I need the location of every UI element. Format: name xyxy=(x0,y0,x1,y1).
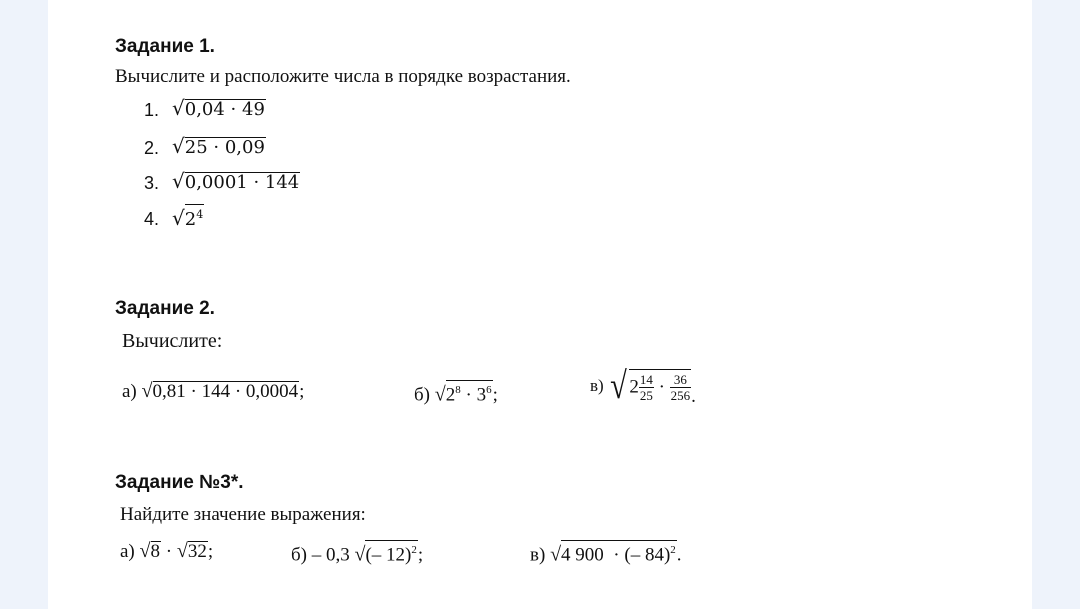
task1-item-1-radicand: 0,04 · 49 xyxy=(184,99,265,120)
task3-c-label: в) xyxy=(530,544,546,566)
task2-a-label: а) xyxy=(122,381,137,402)
task2-title: Задание 2. xyxy=(115,298,215,319)
task2-a-radicand: 0,81 · 144 · 0,0004 xyxy=(152,381,299,402)
task3-b-exponent: 2 xyxy=(411,544,417,556)
task3-a-radicand2: 32 xyxy=(187,541,207,562)
task1-item-2-number: 2. xyxy=(144,138,160,158)
task2-c-dot: · xyxy=(658,376,665,398)
task1-item-1-expression: √0,04 · 49 xyxy=(172,96,265,120)
task1-instruction: Вычислите и расположите числа в порядке возрастания. xyxy=(115,66,571,87)
task3-b-radicand: (– 12) xyxy=(365,544,412,566)
task2-item-a: а) √0,81 · 144 · 0,0004; xyxy=(122,380,305,402)
task1-item-2-radicand: 25 · 0,09 xyxy=(184,137,265,158)
task1-item-4-expression: $√2^4$ xyxy=(172,206,204,230)
task3-b-label: б) – 0,3 xyxy=(291,544,350,566)
task1-item-4-exponent: 4 xyxy=(196,208,204,221)
task3-a-end: ; xyxy=(207,541,214,562)
task3-c-exponent: 2 xyxy=(670,544,676,556)
task2-a-end: ; xyxy=(299,381,305,402)
task1-item-4-base: 2 xyxy=(184,209,197,230)
task3-a-radicand1: 8 xyxy=(150,541,160,562)
task2-b-label: б) xyxy=(414,384,430,406)
task2-c-label: в) xyxy=(590,376,604,395)
task2-c-end: . xyxy=(691,386,696,407)
task3-c-radicand: 4 900 · (– 84) xyxy=(561,544,671,566)
task1-item-3-radicand: 0,0001 · 144 xyxy=(184,172,300,193)
task2-b-end: ; xyxy=(492,384,498,406)
task2-b-dot: · xyxy=(460,384,477,406)
task2-b-exp1: 8 xyxy=(455,384,461,396)
task1-item-3-expression: √0,0001 · 144 xyxy=(172,169,300,193)
task3-title: Задание №3*. xyxy=(115,472,244,493)
task2-c-whole: 2 xyxy=(629,376,639,398)
task3-item-c: в) √4 900 · (– 84)$^2$. xyxy=(530,540,682,566)
task3-a-dot: · xyxy=(165,541,173,562)
task2-b-base2: 3 xyxy=(476,384,487,406)
task1-title: Задание 1. xyxy=(115,36,215,57)
task3-b-end: ; xyxy=(417,544,424,566)
task1-item-1-number: 1. xyxy=(144,100,160,120)
task2-c-numerator1: 14 xyxy=(639,372,653,387)
task2-b-base1: 2 xyxy=(445,384,456,406)
task2-item-b: б) $√2^8 \cdot 3^6$; xyxy=(414,380,498,406)
task3-item-a: а) √8 · √32; xyxy=(120,540,214,562)
document-page xyxy=(48,0,1032,609)
task1-item-3-number: 3. xyxy=(144,173,160,193)
task3-instruction: Найдите значение выражения: xyxy=(120,504,366,525)
task3-a-label: а) xyxy=(120,541,135,562)
task2-b-exp2: 6 xyxy=(486,384,492,396)
task2-instruction: Вычислите: xyxy=(122,330,223,352)
task3-item-b: б) – 0,3 √(– 12)$^2$; xyxy=(291,540,423,566)
task2-c-denominator1: 25 xyxy=(639,388,653,403)
task3-c-end: . xyxy=(676,544,682,566)
task2-c-numerator2: 36 xyxy=(670,372,692,388)
task1-item-2-expression: √25 · 0,09 xyxy=(172,134,265,158)
task1-item-4-number: 4. xyxy=(144,209,160,229)
task2-c-denominator2: 256 xyxy=(670,388,691,403)
task2-item-c: в) √ 2 $\frac{14}{25}$ · $\frac{36}{256}$ . xyxy=(590,365,696,407)
